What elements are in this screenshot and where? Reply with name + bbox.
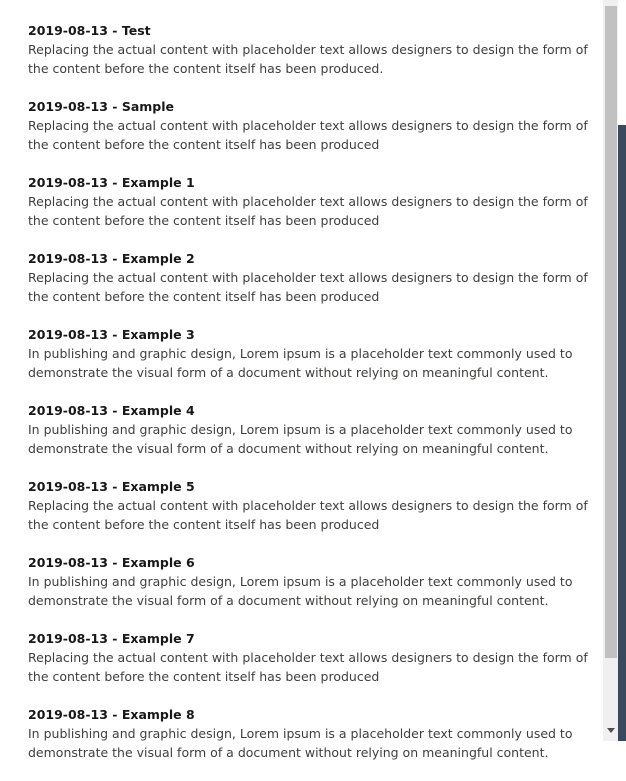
- entry-body: Replacing the actual content with placeholder text allows designers to design the form of the content before the content itself has been produced: [28, 270, 588, 304]
- entry-body: In publishing and graphic design, Lorem ipsum is a placeholder text commonly used to demonstrate the visual form of a document without relying on meaningful content.: [28, 422, 573, 456]
- list-item: [28, 325, 588, 401]
- entries-list: [28, 21, 588, 781]
- entry-title: 2019-08-13 - Example 1: [28, 175, 195, 190]
- entry-title: 2019-08-13 - Example 6: [28, 555, 195, 570]
- list-item: [28, 97, 588, 173]
- entry-title: 2019-08-13 - Test: [28, 23, 151, 38]
- entry-body: Replacing the actual content with placeholder text allows designers to design the form of the content before the content itself has been produced: [28, 194, 588, 228]
- entry-body: Replacing the actual content with placeholder text allows designers to design the form of the content before the content itself has been produced: [28, 650, 588, 684]
- list-item: [28, 705, 588, 781]
- backdrop-edge: [618, 0, 626, 741]
- entry-body: In publishing and graphic design, Lorem ipsum is a placeholder text commonly used to demonstrate the visual form of a document without relying on meaningful content.: [28, 346, 573, 380]
- entry-title: 2019-08-13 - Example 8: [28, 707, 195, 722]
- entry-title: 2019-08-13 - Example 3: [28, 327, 195, 342]
- entry-title: 2019-08-13 - Example 2: [28, 251, 195, 266]
- list-item: [28, 553, 588, 629]
- list-item: [28, 629, 588, 705]
- scroll-thumb[interactable]: [605, 6, 617, 658]
- entry-title: 2019-08-13 - Sample: [28, 99, 175, 114]
- entry-body: Replacing the actual content with placeholder text allows designers to design the form of the content before the content itself has been produced: [28, 118, 588, 152]
- list-item: [28, 477, 588, 553]
- vertical-scrollbar[interactable]: [603, 0, 618, 741]
- entry-title: 2019-08-13 - Example 4: [28, 403, 195, 418]
- list-item: [28, 401, 588, 477]
- entry-title: 2019-08-13 - Example 5: [28, 479, 195, 494]
- entry-body: Replacing the actual content with placeholder text allows designers to design the form of the content before the content itself has been produced.: [28, 42, 588, 76]
- entry-body: In publishing and graphic design, Lorem ipsum is a placeholder text commonly used to demonstrate the visual form of a document without relying on meaningful content.: [28, 574, 573, 608]
- scroll-down-button[interactable]: [603, 723, 618, 737]
- entry-title: 2019-08-13 - Example 7: [28, 631, 195, 646]
- entry-body: Replacing the actual content with placeholder text allows designers to design the form of the content before the content itself has been produced: [28, 498, 588, 532]
- list-item: [28, 21, 588, 97]
- list-item: [28, 249, 588, 325]
- list-item: [28, 173, 588, 249]
- backdrop-dark-strip: [618, 125, 626, 741]
- entry-body: In publishing and graphic design, Lorem ipsum is a placeholder text commonly used to demonstrate the visual form of a document without relying on meaningful content.: [28, 726, 573, 760]
- chevron-down-icon: [607, 728, 615, 733]
